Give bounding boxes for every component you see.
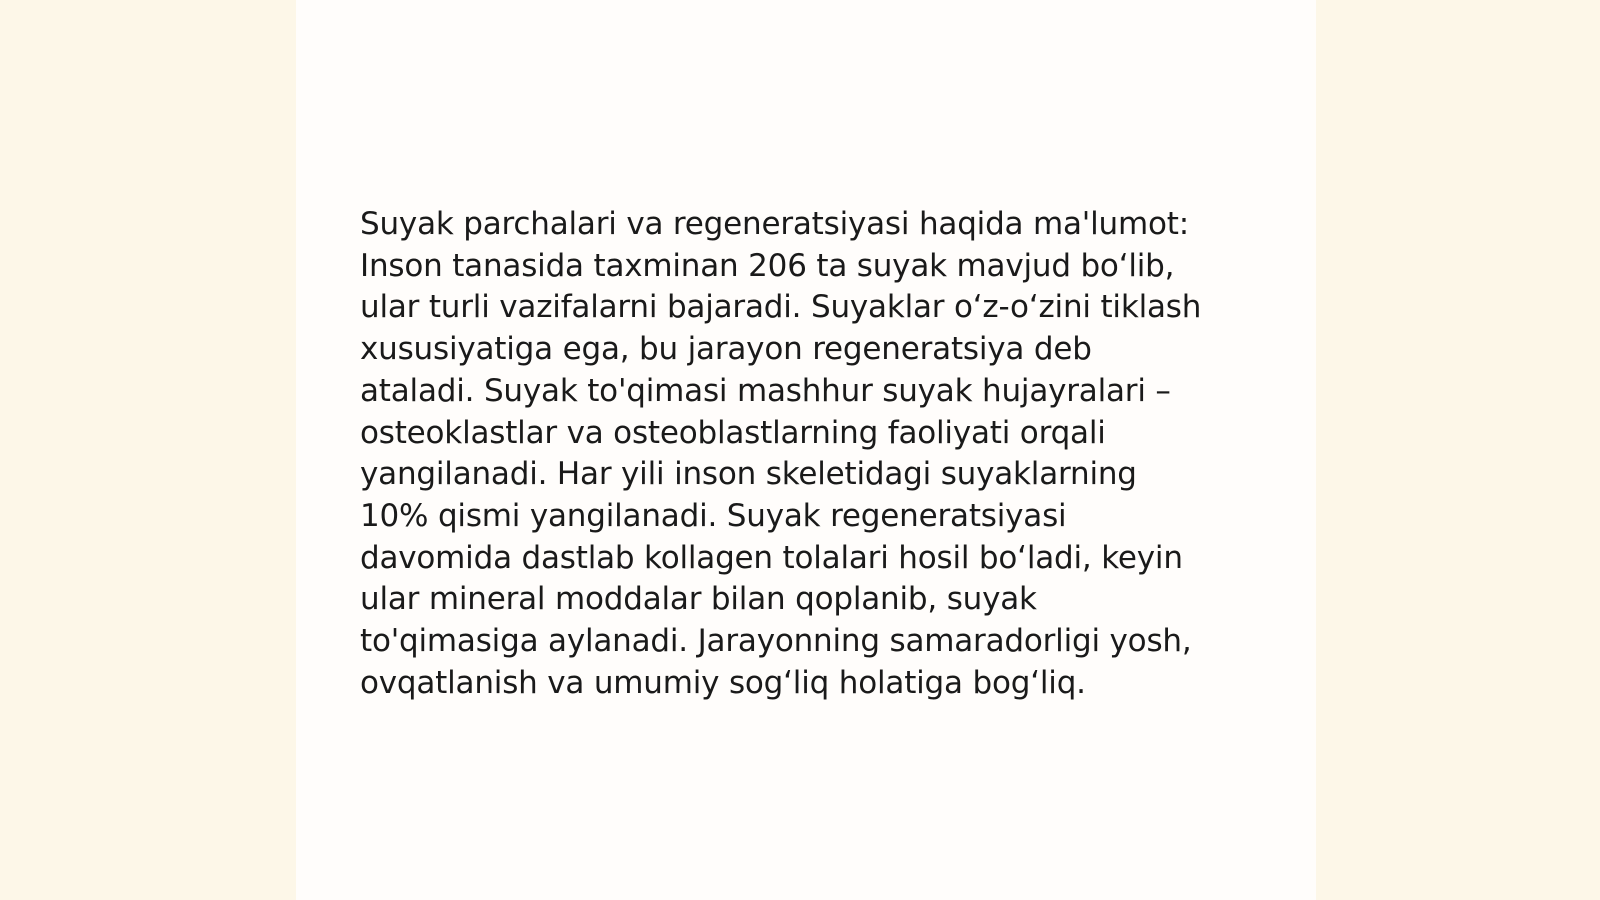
text-line: ataladi. Suyak to'qimasi mashhur suyak hujayralari – xyxy=(360,372,1171,409)
text-line: ular mineral moddalar bilan qoplanib, suyak xyxy=(360,581,1037,618)
text-line: ular turli vazifalarni bajaradi. Suyaklar oʻz-oʻzini tiklash xyxy=(360,289,1202,326)
text-line: xususiyatiga ega, bu jarayon regeneratsiya deb xyxy=(360,331,1092,368)
document-sheet xyxy=(296,0,1316,900)
text-line: to'qimasiga aylanadi. Jarayonning samaradorligi yosh, xyxy=(360,623,1192,660)
text-line: yangilanadi. Har yili inson skeletidagi suyaklarning xyxy=(360,456,1137,493)
text-line: davomida dastlab kollagen tolalari hosil boʻladi, keyin xyxy=(360,539,1183,576)
text-line: osteoklastlar va osteoblastlarning faoliyati orqali xyxy=(360,414,1106,451)
text-line: Inson tanasida taxminan 206 ta suyak mavjud boʻlib, xyxy=(360,247,1175,284)
text-line: Suyak parchalari va regeneratsiyasi haqida ma'lumot: xyxy=(360,206,1189,242)
document-body xyxy=(360,204,1260,704)
text-line: 10% qismi yangilanadi. Suyak regeneratsiyasi xyxy=(360,497,1067,534)
text-line: ovqatlanish va umumiy sogʻliq holatiga bogʻliq. xyxy=(360,664,1086,701)
